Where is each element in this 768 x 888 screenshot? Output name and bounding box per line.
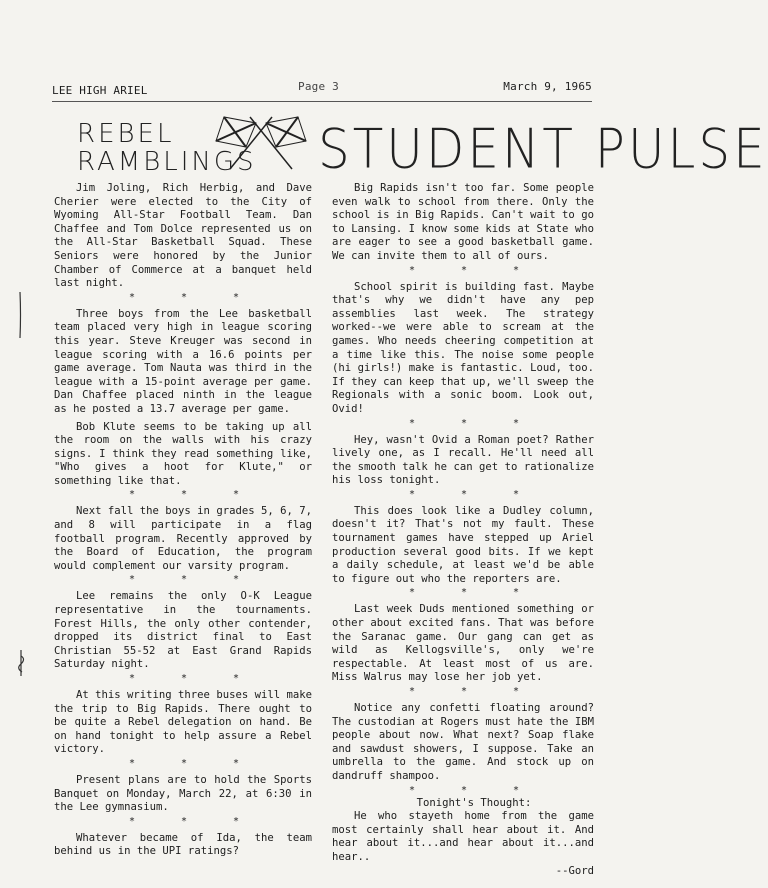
left-paragraph: Three boys from the Lee basketball team placed very high in league scoring this year. Steve Kreuger was second in league scoring with a 16.6 points per game average. Tom Nauta was third in the league with a 15-point average per game. Dan Chaffee placed ninth in the league as he posted a 13.7 average per game. [54,307,312,415]
right-paragraph: Last week Duds mentioned something or other about excited fans. That was before the Saranac game. Our gang can get as wild as Kellogsville's, only we're respectable. At least most of us are. Miss Walrus may lose her job yet. [332,603,594,684]
right-paragraph: School spirit is building fast. Maybe that's why we didn't have any pep assemblies last week. The strategy worked--we were able to scream at the games. Who needs cheering competition at a time like this. The noise some people (hi girls!) make is fantastic. Loud, too. If they can keep that up, we'll sweep the Regionals with a sonic boom. Look out, Ovid! [332,280,594,415]
separator-stars: * * * [128,291,260,303]
separator-stars: * * * [408,264,540,276]
heading-line-1: REBEL [77,119,175,149]
left-paragraph: Bob Klute seems to be taking up all the room on the walls with his crazy signs. I think they read something like, "Who gives a hoot for Klute," or something like that. [54,420,312,487]
rebel-ramblings-column [54,182,312,859]
thought-title: Tonight's Thought: [416,796,532,809]
issue-date: March 9, 1965 [503,80,592,93]
right-paragraph: Notice any confetti floating around? The custodian at Rogers must hate the IBM people about now. What next? Soap flake and sawdust showers, I suppose. Take an umbrella to the game. And stock up on dandruff shampoo. [332,702,594,782]
left-paragraph: Jim Joling, Rich Herbig, and Dave Cherier were elected to the City of Wyoming All-Star Football Team. Dan Chaffee and Tom Dolce represented us on the All-Star Basketball Squad. These Seniors were honored by the Junior Chamber of Commerce at a banquet held last night. [54,182,312,290]
separator-stars: * * * [408,784,540,796]
separator-stars: * * * [408,587,540,599]
separator-stars: * * * [408,488,540,500]
thought-text: He who stayeth home from the game most certainly shall hear about it. And hear about it...and hear about it...and hear.. [332,810,594,863]
header-rule [52,101,592,102]
left-paragraph: At this writing three buses will make the trip to Big Rapids. There ought to be quite a Rebel delegation on hand. Be on hand tonight to help assure a Rebel victory. [54,689,312,756]
student-pulse-column [332,182,594,878]
right-paragraph: This does look like a Dudley column, doesn't it? That's not my fault. These tournament games have stepped up Ariel production several good bits. If we kept a daily schedule, at least we'd be able to figure out who the reporters are. [332,504,594,585]
left-paragraph: Next fall the boys in grades 5, 6, 7, and 8 will participate in a flag football program. Recently approved by the Board of Education, the program would complement our varsity program. [54,505,312,572]
crossed-flags-icon [210,113,310,171]
student-pulse-heading: STUDENT PULSE [318,118,768,181]
separator-stars: * * * [128,757,260,769]
separator-stars: * * * [128,815,260,827]
separator-stars: * * * [128,673,260,684]
left-paragraph: Whatever became of Ida, the team behind us in the UPI ratings? [54,831,312,858]
separator-stars: * * * [128,489,260,501]
right-paragraph: Big Rapids isn't too far. Some people even walk to school from there. Only the school is in Big Rapids. Can't wait to go to Lansing. I know some kids at State who are eager to see a good basketball game. We can invite them to all of ours. [332,182,594,262]
margin-scribble-mark [14,650,28,678]
author-signature: --Gord [555,864,594,877]
left-paragraph: Lee remains the only O-K League representative in the tournaments. Forest Hills, the only other contender, dropped its district final to East Christian 55-52 at East Grand Rapids Saturday night. [54,590,312,671]
separator-stars: * * * [408,417,540,429]
paper-name: LEE HIGH ARIEL [52,84,148,97]
margin-pencil-mark [18,292,22,338]
page-number: Page 3 [298,80,339,93]
right-paragraph: Hey, wasn't Ovid a Roman poet? Rather lively one, as I recall. He'll need all the smooth talk he can get to rationalize his loss tonight. [332,433,594,487]
separator-stars: * * * [128,574,260,586]
separator-stars: * * * [408,686,540,697]
heading-line-2: RAMBLINGS [77,147,257,177]
page-header [52,80,592,100]
left-paragraph: Present plans are to hold the Sports Banquet on Monday, March 22, at 6:30 in the Lee gymnasium. [54,773,312,814]
